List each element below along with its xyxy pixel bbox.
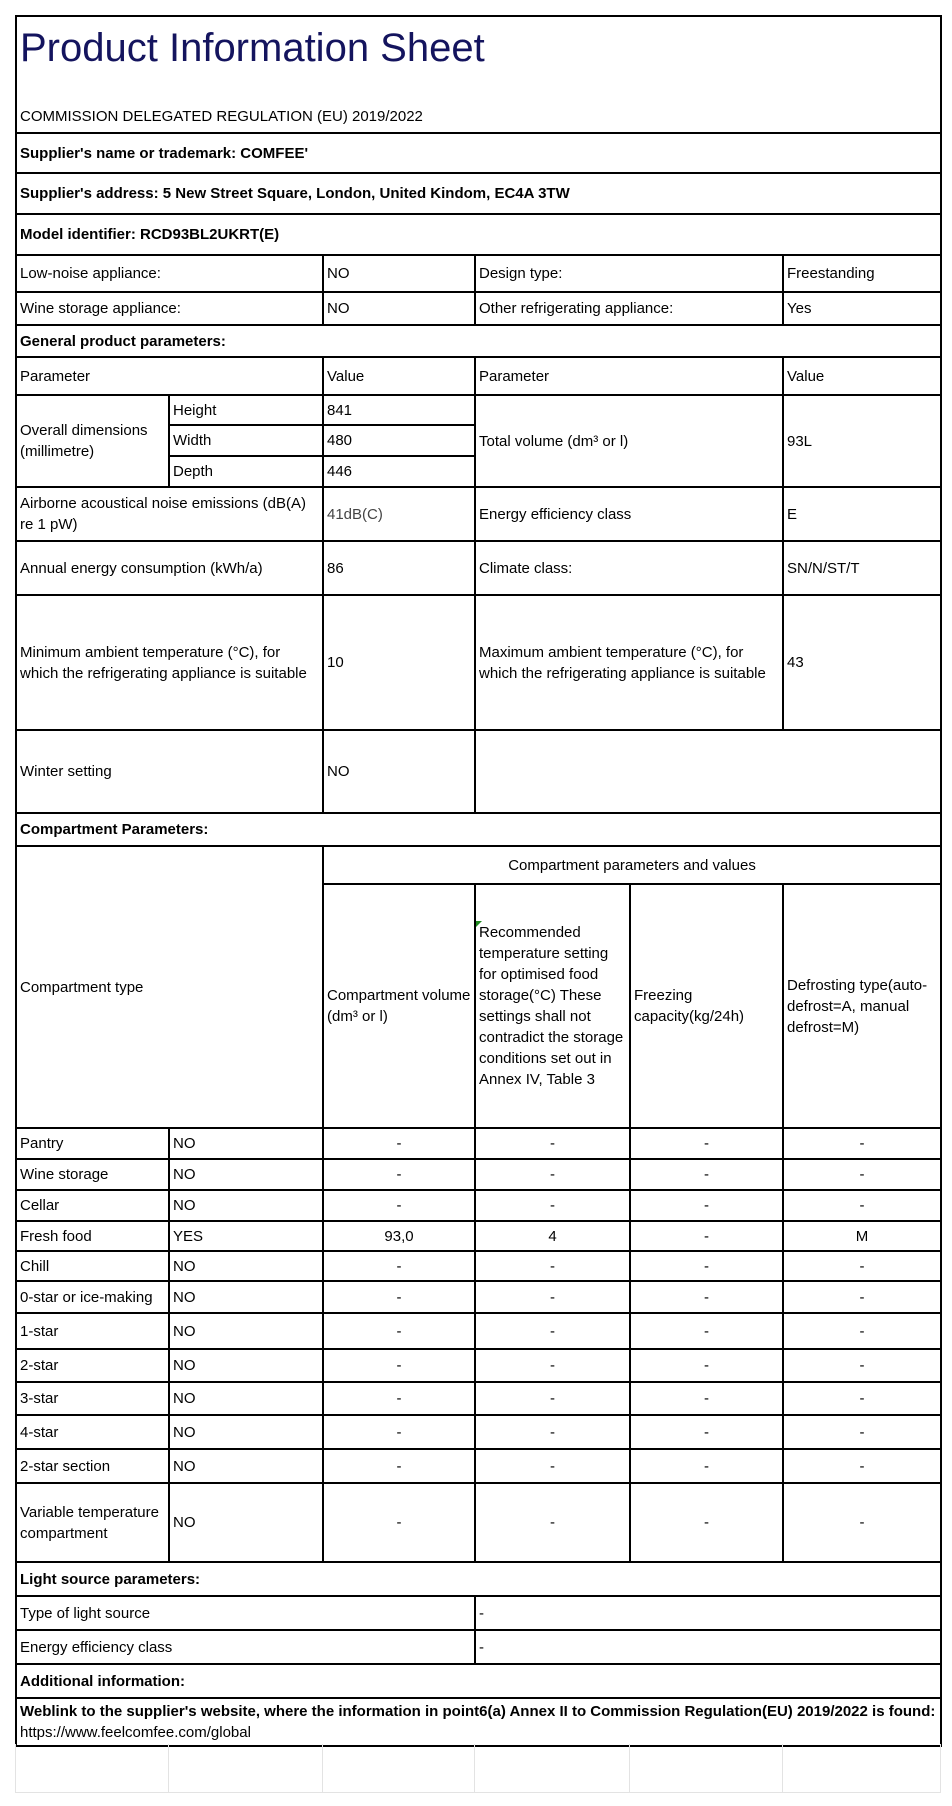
energy-class-label: Energy efficiency class <box>475 487 783 541</box>
compartment-row <box>16 1449 941 1483</box>
compartment-temperature: 4 <box>475 1221 630 1251</box>
compartment-defrost-type: - <box>783 1382 941 1415</box>
compartment-row <box>16 1349 941 1382</box>
empty-cell[interactable] <box>169 1744 323 1793</box>
compartment-defrost-type: - <box>783 1159 941 1190</box>
compartment-temperature: - <box>475 1483 630 1562</box>
compartment-row <box>16 1190 941 1221</box>
temperature-column-text: Recommended temperature setting for optimised food storage(°C) These settings shall not contradict the storage conditions set out in Annex IV, Table 3 <box>479 924 624 1088</box>
compartment-temperature: - <box>475 1313 630 1349</box>
light-source-header: Light source parameters: <box>16 1562 941 1596</box>
compartment-temperature: - <box>475 1449 630 1483</box>
max-temp-value: 43 <box>783 595 941 730</box>
climate-class-value: SN/N/ST/T <box>783 541 941 595</box>
other-appliance-value: Yes <box>783 292 941 325</box>
defrost-column-header: Defrosting type(auto-defrost=A, manual defrost=M) <box>783 884 941 1128</box>
width-label: Width <box>169 425 323 456</box>
other-appliance-label: Other refrigerating appliance: <box>475 292 783 325</box>
compartment-defrost-type: - <box>783 1449 941 1483</box>
freezing-column-header: Freezing capacity(kg/24h) <box>630 884 783 1128</box>
height-label: Height <box>169 395 323 425</box>
noise-label: Airborne acoustical noise emissions (dB(A) re 1 pW) <box>16 487 323 541</box>
compartment-present: NO <box>169 1382 323 1415</box>
empty-cell[interactable] <box>630 1744 783 1793</box>
compartment-present: NO <box>169 1483 323 1562</box>
annual-consumption-value: 86 <box>323 541 475 595</box>
compartment-volume: - <box>323 1128 475 1159</box>
annual-consumption-label: Annual energy consumption (kWh/a) <box>16 541 323 595</box>
compartment-type: 1-star <box>16 1313 169 1349</box>
compartment-volume: - <box>323 1483 475 1562</box>
compartment-volume: - <box>323 1190 475 1221</box>
compartment-row <box>16 1483 941 1562</box>
design-type-value: Freestanding <box>783 255 941 292</box>
compartment-defrost-type: - <box>783 1349 941 1382</box>
page-title: Product Information Sheet <box>20 26 485 70</box>
model-identifier: Model identifier: RCD93BL2UKRT(E) <box>16 214 941 255</box>
compartment-temperature: - <box>475 1190 630 1221</box>
light-type-label: Type of light source <box>16 1596 475 1630</box>
noise-value: 41dB(C) <box>323 487 475 541</box>
comment-indicator-icon <box>476 921 482 927</box>
weblink-cell <box>16 1698 941 1746</box>
compartment-temperature: - <box>475 1415 630 1449</box>
low-noise-value: NO <box>323 255 475 292</box>
compartment-type: 4-star <box>16 1415 169 1449</box>
low-noise-label: Low-noise appliance: <box>16 255 323 292</box>
compartment-present: NO <box>169 1349 323 1382</box>
compartment-type: Cellar <box>16 1190 169 1221</box>
compartment-present: NO <box>169 1449 323 1483</box>
compartment-defrost-type: M <box>783 1221 941 1251</box>
compartment-freezing-capacity: - <box>630 1349 783 1382</box>
compartment-present: NO <box>169 1128 323 1159</box>
compartment-freezing-capacity: - <box>630 1159 783 1190</box>
general-parameters-header: General product parameters: <box>16 325 941 357</box>
wine-storage-label: Wine storage appliance: <box>16 292 323 325</box>
parameter-column-header: Parameter <box>475 357 783 395</box>
compartment-defrost-type: - <box>783 1190 941 1221</box>
total-volume-value: 93L <box>783 395 941 487</box>
compartment-type: Wine storage <box>16 1159 169 1190</box>
compartment-type: 3-star <box>16 1382 169 1415</box>
compartment-volume: - <box>323 1415 475 1449</box>
climate-class-label: Climate class: <box>475 541 783 595</box>
compartment-freezing-capacity: - <box>630 1128 783 1159</box>
compartment-volume: 93,0 <box>323 1221 475 1251</box>
compartment-group-label: Compartment parameters and values <box>323 846 941 884</box>
compartment-temperature: - <box>475 1349 630 1382</box>
winter-setting-label: Winter setting <box>16 730 323 813</box>
compartment-freezing-capacity: - <box>630 1382 783 1415</box>
max-temp-label: Maximum ambient temperature (°C), for which the refrigerating appliance is suitable <box>475 595 783 730</box>
energy-class-value: E <box>783 487 941 541</box>
compartment-volume: - <box>323 1349 475 1382</box>
light-energy-class-value: - <box>475 1630 941 1664</box>
light-type-value: - <box>475 1596 941 1630</box>
compartment-freezing-capacity: - <box>630 1221 783 1251</box>
compartment-row <box>16 1313 941 1349</box>
compartment-defrost-type: - <box>783 1313 941 1349</box>
compartment-parameters-header: Compartment Parameters: <box>16 813 941 846</box>
compartment-row <box>16 1382 941 1415</box>
wine-storage-value: NO <box>323 292 475 325</box>
additional-info-header: Additional information: <box>16 1664 941 1698</box>
compartment-row <box>16 1281 941 1313</box>
winter-setting-value: NO <box>323 730 475 813</box>
compartment-freezing-capacity: - <box>630 1190 783 1221</box>
weblink-label: Weblink to the supplier's website, where the information in point6(a) Annex II to Commission Regulation(EU) 2019/2022 is found: <box>20 1703 936 1720</box>
min-temp-value: 10 <box>323 595 475 730</box>
empty-cell[interactable] <box>16 1744 169 1793</box>
compartment-present: NO <box>169 1313 323 1349</box>
compartment-volume: - <box>323 1382 475 1415</box>
supplier-name: Supplier's name or trademark: COMFEE' <box>16 133 941 173</box>
dimensions-label: Overall dimensions (millimetre) <box>16 395 169 487</box>
parameter-column-header: Parameter <box>16 357 323 395</box>
compartment-row <box>16 1128 941 1159</box>
empty-cell <box>475 730 941 813</box>
compartment-type: Variable temperature compartment <box>16 1483 169 1562</box>
compartment-present: NO <box>169 1415 323 1449</box>
weblink-url[interactable]: https://www.feelcomfee.com/global <box>20 1724 251 1741</box>
regulation-text: COMMISSION DELEGATED REGULATION (EU) 2019/2022 <box>20 108 423 125</box>
compartment-defrost-type: - <box>783 1251 941 1281</box>
compartment-present: NO <box>169 1159 323 1190</box>
height-value: 841 <box>323 395 475 425</box>
compartment-type: 2-star section <box>16 1449 169 1483</box>
value-column-header: Value <box>783 357 941 395</box>
compartment-defrost-type: - <box>783 1128 941 1159</box>
compartment-type: Fresh food <box>16 1221 169 1251</box>
compartment-row <box>16 1251 941 1281</box>
depth-label: Depth <box>169 456 323 487</box>
compartment-temperature: - <box>475 1128 630 1159</box>
compartment-freezing-capacity: - <box>630 1483 783 1562</box>
compartment-volume: - <box>323 1281 475 1313</box>
compartment-temperature: - <box>475 1251 630 1281</box>
compartment-defrost-type: - <box>783 1415 941 1449</box>
compartment-type-label: Compartment type <box>16 846 323 1128</box>
volume-column-header: Compartment volume (dm³ or l) <box>323 884 475 1128</box>
compartment-row <box>16 1221 941 1251</box>
compartment-row <box>16 1415 941 1449</box>
compartment-type: Pantry <box>16 1128 169 1159</box>
temperature-column-header <box>475 884 630 1128</box>
compartment-present: NO <box>169 1281 323 1313</box>
compartment-freezing-capacity: - <box>630 1281 783 1313</box>
value-column-header: Value <box>323 357 475 395</box>
compartment-volume: - <box>323 1251 475 1281</box>
compartment-freezing-capacity: - <box>630 1415 783 1449</box>
compartment-temperature: - <box>475 1382 630 1415</box>
compartment-freezing-capacity: - <box>630 1449 783 1483</box>
compartment-volume: - <box>323 1313 475 1349</box>
light-energy-class-label: Energy efficiency class <box>16 1630 475 1664</box>
compartment-defrost-type: - <box>783 1281 941 1313</box>
design-type-label: Design type: <box>475 255 783 292</box>
empty-spreadsheet-grid <box>15 1744 941 1793</box>
product-information-table <box>15 15 942 1747</box>
compartment-present: NO <box>169 1190 323 1221</box>
compartment-type: Chill <box>16 1251 169 1281</box>
total-volume-label: Total volume (dm³ or l) <box>475 395 783 487</box>
title-cell <box>16 16 941 133</box>
min-temp-label: Minimum ambient temperature (°C), for which the refrigerating appliance is suitable <box>16 595 323 730</box>
supplier-address: Supplier's address: 5 New Street Square, London, United Kindom, EC4A 3TW <box>16 173 941 214</box>
compartment-defrost-type: - <box>783 1483 941 1562</box>
empty-cell[interactable] <box>475 1744 630 1793</box>
compartment-type: 2-star <box>16 1349 169 1382</box>
compartment-temperature: - <box>475 1281 630 1313</box>
compartment-type: 0-star or ice-making <box>16 1281 169 1313</box>
empty-cell[interactable] <box>323 1744 475 1793</box>
empty-cell[interactable] <box>783 1744 941 1793</box>
compartment-freezing-capacity: - <box>630 1251 783 1281</box>
compartment-temperature: - <box>475 1159 630 1190</box>
compartment-present: NO <box>169 1251 323 1281</box>
width-value: 480 <box>323 425 475 456</box>
compartment-freezing-capacity: - <box>630 1313 783 1349</box>
depth-value: 446 <box>323 456 475 487</box>
compartment-volume: - <box>323 1449 475 1483</box>
compartment-row <box>16 1159 941 1190</box>
compartment-present: YES <box>169 1221 323 1251</box>
compartment-volume: - <box>323 1159 475 1190</box>
